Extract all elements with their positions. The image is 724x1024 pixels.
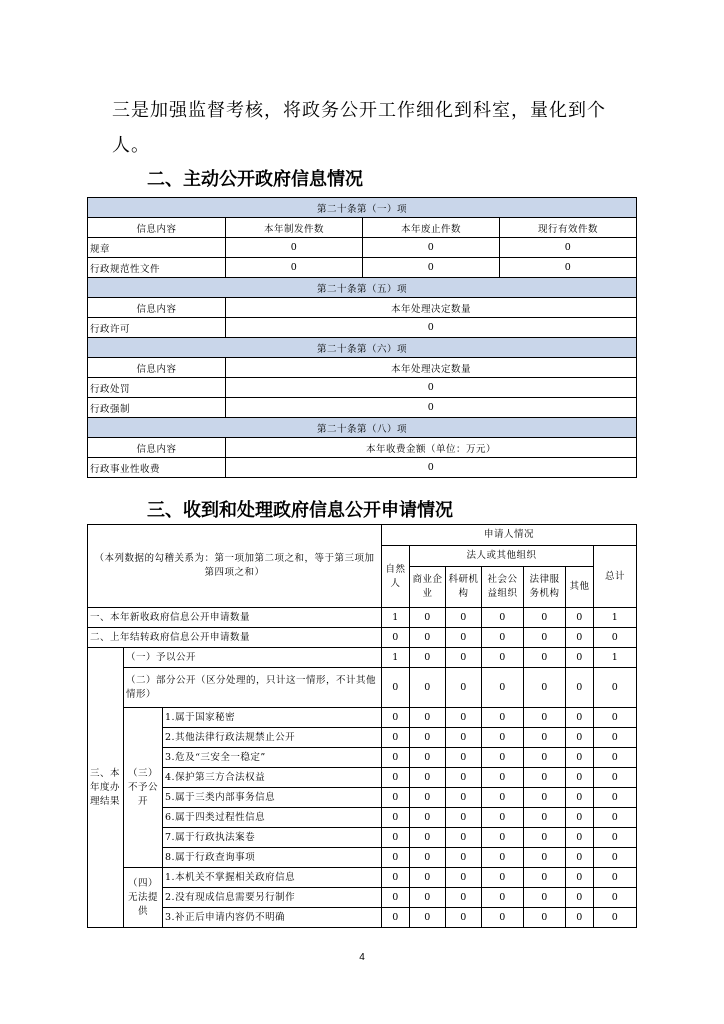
col-header: 信息内容: [88, 218, 226, 238]
cell-value: 0: [410, 668, 446, 708]
cell-value: 0: [446, 828, 482, 848]
row-label: 一、本年新收政府信息公开申请数量: [88, 608, 382, 628]
cell-value: 0: [382, 828, 410, 848]
cell-value: 0: [226, 258, 363, 278]
row-label: 6.属于四类过程性信息: [163, 808, 382, 828]
cell-value: 0: [410, 728, 446, 748]
cell-value: 0: [382, 808, 410, 828]
col-header: 信息内容: [88, 438, 226, 458]
result-group-label: 三、本年度办理结果: [88, 648, 124, 928]
row-label: 行政事业性收费: [88, 458, 226, 478]
cell-value: 0: [482, 748, 524, 768]
cell-value: 0: [226, 378, 637, 398]
cell-value: 0: [594, 748, 637, 768]
table-row: [88, 238, 637, 258]
active-disclosure-table: [87, 197, 637, 478]
row-label: 二、上年结转政府信息公开申请数量: [88, 628, 382, 648]
cell-value: 0: [410, 888, 446, 908]
cell-value: 0: [446, 808, 482, 828]
article-header-row: [88, 198, 637, 218]
cell-value: 0: [482, 868, 524, 888]
cell-value: 0: [410, 768, 446, 788]
table-row: [88, 608, 637, 628]
cell-value: 0: [594, 728, 637, 748]
table-row: [88, 868, 637, 888]
cell-value: 0: [382, 708, 410, 728]
cell-value: 0: [410, 748, 446, 768]
table-row: [88, 458, 637, 478]
cell-value: 0: [482, 628, 524, 648]
cell-value: 0: [410, 628, 446, 648]
column-header-row: [88, 218, 637, 238]
cell-value: 0: [382, 728, 410, 748]
cell-value: 0: [566, 908, 594, 928]
cell-value: 0: [446, 668, 482, 708]
cell-value: 0: [524, 888, 566, 908]
column-header-row: [88, 358, 637, 378]
cell-value: 0: [382, 848, 410, 868]
table-row: [88, 628, 637, 648]
col-header: 本年制发件数: [226, 218, 363, 238]
table-row: [88, 788, 637, 808]
cell-value: 0: [446, 628, 482, 648]
cell-value: 0: [410, 808, 446, 828]
cell-value: 0: [566, 788, 594, 808]
cell-value: 0: [410, 848, 446, 868]
table-row: [88, 808, 637, 828]
cell-value: 0: [524, 708, 566, 728]
no-open-group-label: （三）不予公开: [124, 708, 163, 868]
cell-value: 1: [594, 648, 637, 668]
cell-value: 0: [566, 608, 594, 628]
cell-value: 0: [524, 648, 566, 668]
cell-value: 0: [594, 628, 637, 648]
row-label: （二）部分公开（区分处理的，只计这一情形，不计其他情形）: [124, 668, 382, 708]
row-label: 行政规范性文件: [88, 258, 226, 278]
cell-value: 0: [363, 238, 500, 258]
row-label: 8.属于行政查询事项: [163, 848, 382, 868]
natural-person-header: 自然人: [382, 546, 410, 608]
section-heading-active-disclosure: 二、主动公开政府信息情况: [147, 169, 363, 190]
article-6-header: 第二十条第（六）项: [88, 338, 637, 358]
cell-value: 1: [382, 648, 410, 668]
cell-value: 0: [594, 788, 637, 808]
cell-value: 0: [382, 788, 410, 808]
cell-value: 0: [226, 458, 637, 478]
cell-value: 0: [524, 808, 566, 828]
cell-value: 0: [524, 668, 566, 708]
sub-header: 科研机构: [446, 567, 482, 608]
col-header: 现行有效件数: [500, 218, 637, 238]
cell-value: 0: [500, 238, 637, 258]
cell-value: 0: [594, 848, 637, 868]
cell-value: 0: [482, 708, 524, 728]
cell-value: 0: [594, 828, 637, 848]
cell-value: 1: [594, 608, 637, 628]
cell-value: 0: [594, 768, 637, 788]
cell-value: 0: [594, 908, 637, 928]
table-row: [88, 768, 637, 788]
article-5-header: 第二十条第（五）项: [88, 278, 637, 298]
row-label: 行政强制: [88, 398, 226, 418]
cell-value: 0: [446, 888, 482, 908]
cell-value: 0: [524, 908, 566, 928]
cell-value: 0: [524, 828, 566, 848]
column-header-row: [88, 298, 637, 318]
cell-value: 0: [363, 258, 500, 278]
cell-value: 0: [482, 728, 524, 748]
page-number: 4: [359, 952, 365, 963]
cell-value: 0: [566, 888, 594, 908]
cell-value: 0: [524, 868, 566, 888]
table-row: [88, 318, 637, 338]
cell-value: 0: [594, 888, 637, 908]
col-header: 本年处理决定数量: [226, 298, 637, 318]
cell-value: 0: [482, 888, 524, 908]
row-label: 1.属于国家秘密: [163, 708, 382, 728]
cell-value: 0: [482, 608, 524, 628]
table-row: [88, 908, 637, 928]
article-header-row: [88, 338, 637, 358]
cell-value: 1: [382, 608, 410, 628]
cell-value: 0: [482, 848, 524, 868]
cell-value: 0: [566, 728, 594, 748]
cell-value: 0: [566, 708, 594, 728]
disclosure-requests-table: [87, 524, 637, 928]
table-row: [88, 648, 637, 668]
cell-value: 0: [410, 708, 446, 728]
table-row: [88, 828, 637, 848]
row-label: 2.其他法律行政法规禁止公开: [163, 728, 382, 748]
cell-value: 0: [410, 868, 446, 888]
cell-value: 0: [524, 788, 566, 808]
cell-value: 0: [410, 648, 446, 668]
cell-value: 0: [446, 868, 482, 888]
cell-value: 0: [410, 608, 446, 628]
cannot-provide-group-label: （四）无法提供: [124, 868, 163, 928]
cell-value: 0: [226, 398, 637, 418]
cell-value: 0: [382, 868, 410, 888]
cell-value: 0: [566, 628, 594, 648]
cell-value: 0: [566, 768, 594, 788]
col-header: 信息内容: [88, 298, 226, 318]
cell-value: 0: [382, 748, 410, 768]
table-row: [88, 888, 637, 908]
row-label: 行政许可: [88, 318, 226, 338]
cell-value: 0: [524, 768, 566, 788]
row-label: 行政处罚: [88, 378, 226, 398]
table-row: [88, 258, 637, 278]
cell-value: 0: [482, 768, 524, 788]
cell-value: 0: [446, 608, 482, 628]
total-header: 总计: [594, 546, 637, 608]
article-header-row: [88, 278, 637, 298]
cell-value: 0: [446, 848, 482, 868]
article-8-header: 第二十条第（八）项: [88, 418, 637, 438]
cell-value: 0: [566, 748, 594, 768]
applicant-header: 申请人情况: [382, 525, 637, 546]
table-row: [88, 708, 637, 728]
sub-header: 法律服务机构: [524, 567, 566, 608]
cell-value: 0: [500, 258, 637, 278]
row-label: 3.补正后申请内容仍不明确: [163, 908, 382, 928]
cell-value: 0: [446, 708, 482, 728]
cell-value: 0: [382, 768, 410, 788]
article-header-row: [88, 418, 637, 438]
cell-value: 0: [524, 728, 566, 748]
cell-value: 0: [446, 908, 482, 928]
article-1-header: 第二十条第（一）项: [88, 198, 637, 218]
section-heading-requests: 三、收到和处理政府信息公开申请情况: [147, 500, 453, 521]
header-row: [88, 525, 637, 546]
cell-value: 0: [382, 668, 410, 708]
col-header: 信息内容: [88, 358, 226, 378]
col-header: 本年废止件数: [363, 218, 500, 238]
cell-value: 0: [482, 788, 524, 808]
row-label: 2.没有现成信息需要另行制作: [163, 888, 382, 908]
row-label: 4.保护第三方合法权益: [163, 768, 382, 788]
cell-value: 0: [566, 808, 594, 828]
cell-value: 0: [566, 828, 594, 848]
cell-value: 0: [410, 788, 446, 808]
cell-value: 0: [594, 868, 637, 888]
cell-value: 0: [446, 728, 482, 748]
row-label: 规章: [88, 238, 226, 258]
cell-value: 0: [566, 868, 594, 888]
table-row: [88, 378, 637, 398]
cell-value: 0: [446, 768, 482, 788]
table-row: [88, 398, 637, 418]
column-header-row: [88, 438, 637, 458]
cell-value: 0: [524, 848, 566, 868]
cell-value: 0: [482, 828, 524, 848]
sub-header: 商业企业: [410, 567, 446, 608]
row-label: 5.属于三类内部事务信息: [163, 788, 382, 808]
cell-value: 0: [594, 808, 637, 828]
cell-value: 0: [482, 808, 524, 828]
cell-value: 0: [566, 848, 594, 868]
cell-value: 0: [482, 668, 524, 708]
row-label: （一）予以公开: [124, 648, 382, 668]
row-label: 7.属于行政执法案卷: [163, 828, 382, 848]
cell-value: 0: [382, 628, 410, 648]
cell-value: 0: [446, 648, 482, 668]
table-row: [88, 668, 637, 708]
table-row: [88, 728, 637, 748]
cell-value: 0: [382, 888, 410, 908]
table-row: [88, 748, 637, 768]
cell-value: 0: [566, 648, 594, 668]
cell-value: 0: [410, 828, 446, 848]
cell-value: 0: [566, 668, 594, 708]
intro-paragraph: 三是加强监督考核，将政务公开工作细化到科室，量化到个人。: [112, 100, 606, 156]
sub-header: 其他: [566, 567, 594, 608]
row-label: 3.危及“三安全一稳定”: [163, 748, 382, 768]
cell-value: 0: [382, 908, 410, 928]
col-header: 本年处理决定数量: [226, 358, 637, 378]
table-row: [88, 848, 637, 868]
row-label: 1.本机关不掌握相关政府信息: [163, 868, 382, 888]
sub-header: 社会公益组织: [482, 567, 524, 608]
consistency-note: （本列数据的勾稽关系为：第一项加第二项之和，等于第三项加第四项之和）: [88, 525, 382, 608]
cell-value: 0: [482, 648, 524, 668]
col-header: 本年收费金额（单位：万元）: [226, 438, 637, 458]
cell-value: 0: [446, 788, 482, 808]
cell-value: 0: [226, 238, 363, 258]
cell-value: 0: [524, 748, 566, 768]
cell-value: 0: [524, 608, 566, 628]
cell-value: 0: [524, 628, 566, 648]
cell-value: 0: [594, 708, 637, 728]
cell-value: 0: [226, 318, 637, 338]
cell-value: 0: [446, 748, 482, 768]
legal-person-header: 法人或其他组织: [410, 546, 594, 567]
cell-value: 0: [410, 908, 446, 928]
cell-value: 0: [594, 668, 637, 708]
cell-value: 0: [482, 908, 524, 928]
